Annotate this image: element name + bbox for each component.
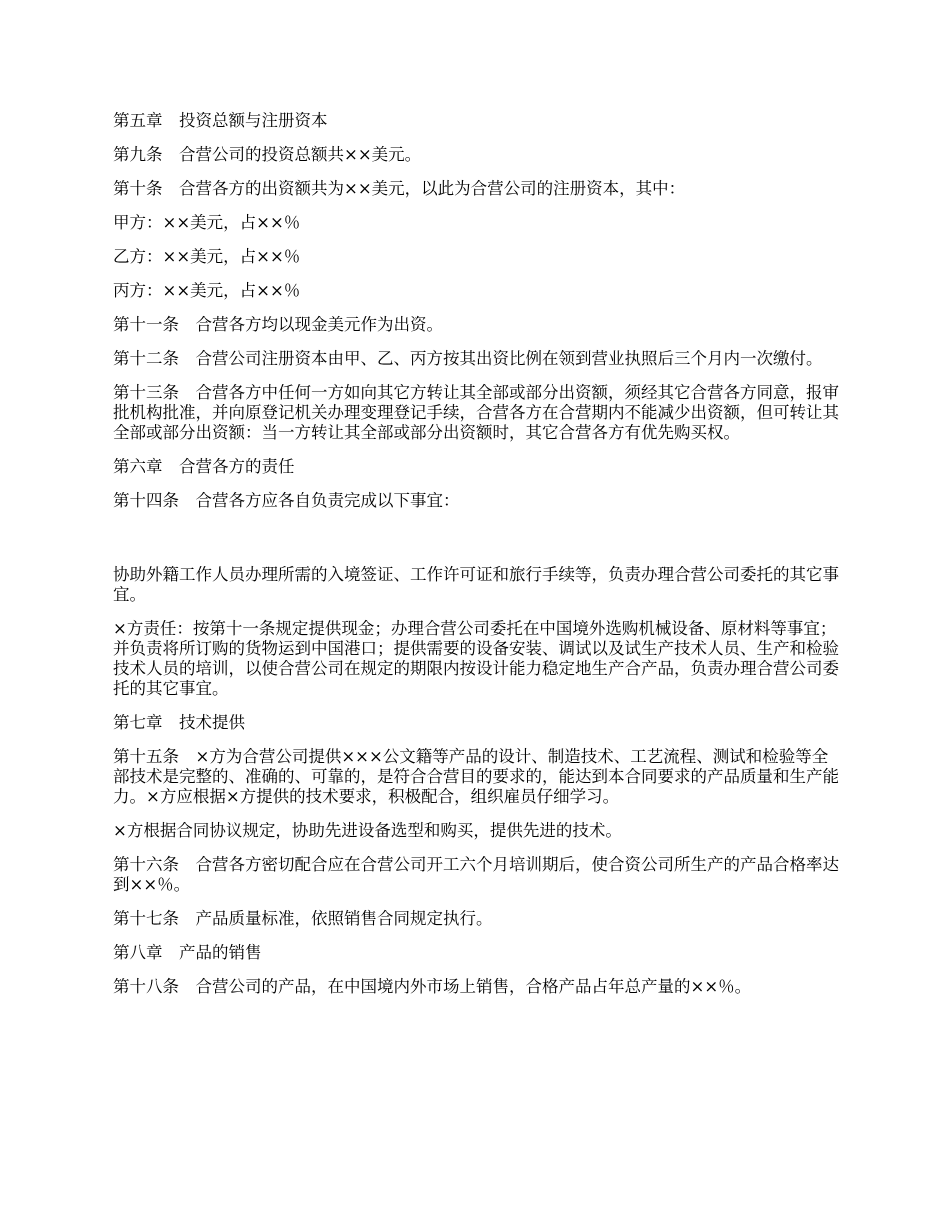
chapter-5-heading: 第五章 投资总额与注册资本 bbox=[113, 111, 328, 130]
article-12: 第十二条 合营公司注册资本由甲、乙、丙方按其出资比例在领到营业执照后三个月内一次缴付。 bbox=[113, 349, 823, 368]
chapter-6-heading: 第六章 合营各方的责任 bbox=[113, 457, 295, 476]
article-17: 第十七条 产品质量标准，依照销售合同规定执行。 bbox=[113, 909, 493, 928]
article-10: 第十条 合营各方的出资额共为××美元，以此为合营公司的注册资本，其中： bbox=[113, 179, 686, 198]
article-18: 第十八条 合营公司的产品，在中国境内外市场上销售，合格产品占年总产量的××％。 bbox=[113, 977, 752, 996]
article-9: 第九条 合营公司的投资总额共××美元。 bbox=[113, 145, 422, 164]
party-c-contribution: 丙方：××美元，占××％ bbox=[113, 281, 301, 300]
chapter-8-heading: 第八章 产品的销售 bbox=[113, 943, 262, 962]
chapter-7-heading: 第七章 技术提供 bbox=[113, 713, 245, 732]
article-11: 第十一条 合营各方均以现金美元作为出资。 bbox=[113, 315, 443, 334]
party-b-contribution: 乙方：××美元，占××％ bbox=[113, 247, 301, 266]
responsibility-foreign-staff: 协助外籍工作人员办理所需的入境签证、工作许可证和旅行手续等，负责办理合营公司委托的其它事宜。 bbox=[113, 565, 839, 604]
equipment-assistance: ×方根据合同协议规定，协助先进设备选型和购买，提供先进的技术。 bbox=[113, 821, 622, 840]
article-15: 第十五条 ×方为合营公司提供×××公文籍等产品的设计、制造技术、工艺流程、测试和检验等全部技术是完整的、准确的、可靠的，是符合合营目的要求的，能达到本合同要求的产品质量和生产能力。×方应根据×方提供的技术要求，积极配合，组织雇员仔细学习。 bbox=[113, 747, 839, 806]
responsibility-party-x: ×方责任：按第十一条规定提供现金；办理合营公司委托在中国境外选购机械设备、原材料等事宜；并负责将所订购的货物运到中国港口；提供需要的设备安装、调试以及试生产技术人员、生产和检验技术人员的培训，以使合营公司在规定的期限内按设计能力稳定地生产合产品，负责办理合营公司委托的其它事宜。 bbox=[113, 619, 839, 698]
document-page bbox=[113, 111, 843, 1011]
article-16: 第十六条 合营各方密切配合应在合营公司开工六个月培训期后，使合资公司所生产的产品合格率达到××％。 bbox=[113, 855, 839, 894]
party-a-contribution: 甲方：××美元，占××％ bbox=[113, 213, 301, 232]
article-14: 第十四条 合营各方应各自负责完成以下事宜： bbox=[113, 491, 460, 510]
article-13: 第十三条 合营各方中任何一方如向其它方转让其全部或部分出资额，须经其它合营各方同意，报审批机构批准，并向原登记机关办理变理登记手续，合营各方在合营期内不能减少出资额，但可转让其全部或部分出资额：当一方转让其全部或部分出资额时，其它合营各方有优先购买权。 bbox=[113, 383, 839, 442]
blank-gap bbox=[113, 525, 843, 565]
